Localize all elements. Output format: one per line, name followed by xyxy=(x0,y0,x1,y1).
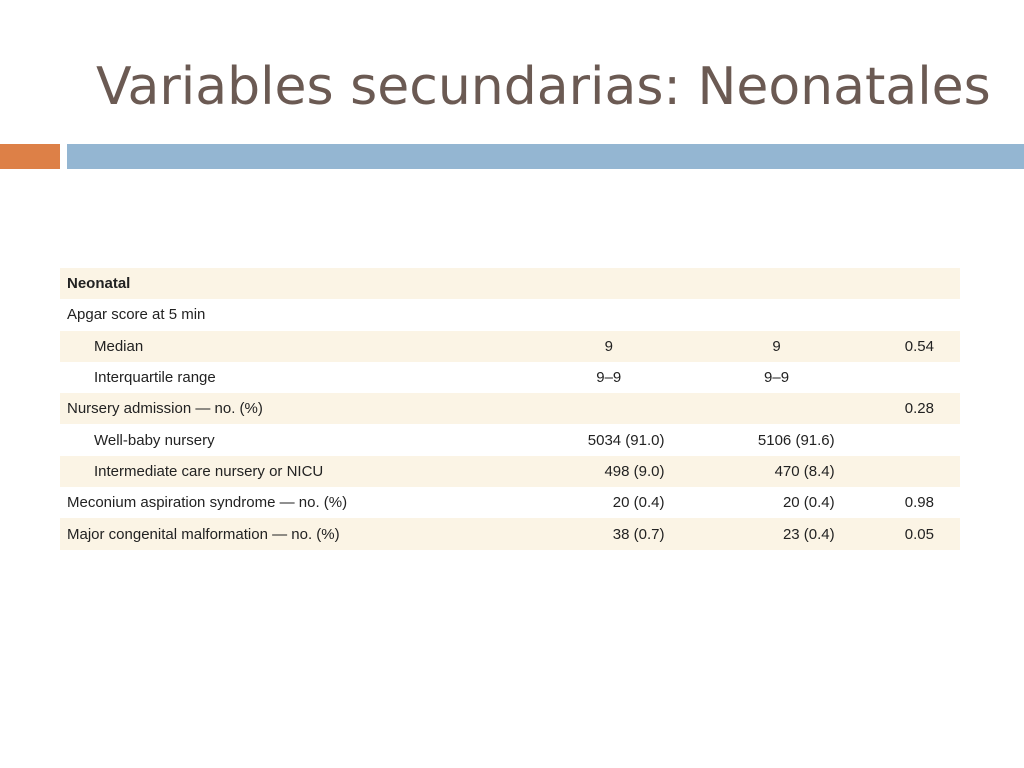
p-value: 0.28 xyxy=(863,393,960,424)
group2-value xyxy=(691,299,863,330)
row-label: Neonatal xyxy=(60,268,527,299)
p-value xyxy=(863,424,960,455)
p-value xyxy=(863,299,960,330)
table-row-apgar xyxy=(60,299,960,330)
group1-value xyxy=(527,268,691,299)
group2-value: 9 xyxy=(691,331,863,362)
group1-value: 9 xyxy=(527,331,691,362)
p-value: 0.05 xyxy=(863,518,960,549)
row-label: Major congenital malformation — no. (%) xyxy=(60,518,527,549)
p-value xyxy=(863,456,960,487)
group2-value: 20 (0.4) xyxy=(691,487,863,518)
p-value: 0.98 xyxy=(863,487,960,518)
group1-value: 498 (9.0) xyxy=(527,456,691,487)
table-row-well-baby xyxy=(60,424,960,455)
row-label: Nursery admission — no. (%) xyxy=(60,393,527,424)
p-value xyxy=(863,268,960,299)
table-row-interquartile xyxy=(60,362,960,393)
group2-value: 470 (8.4) xyxy=(691,456,863,487)
accent-bar-orange xyxy=(0,144,60,169)
table-row-meconium xyxy=(60,487,960,518)
table-row-median xyxy=(60,331,960,362)
table-row-neonatal-header xyxy=(60,268,960,299)
p-value xyxy=(863,362,960,393)
table-row-intermediate-care xyxy=(60,456,960,487)
row-label: Median xyxy=(60,331,527,362)
table-row-nursery-admission xyxy=(60,393,960,424)
table-row-malformation xyxy=(60,518,960,549)
group1-value xyxy=(527,393,691,424)
row-label: Intermediate care nursery or NICU xyxy=(60,456,527,487)
group2-value: 23 (0.4) xyxy=(691,518,863,549)
group1-value: 38 (0.7) xyxy=(527,518,691,549)
group2-value: 5106 (91.6) xyxy=(691,424,863,455)
row-label: Well-baby nursery xyxy=(60,424,527,455)
group1-value: 5034 (91.0) xyxy=(527,424,691,455)
group2-value xyxy=(691,268,863,299)
neonatal-table xyxy=(60,268,960,550)
row-label: Interquartile range xyxy=(60,362,527,393)
group1-value: 9–9 xyxy=(527,362,691,393)
row-label: Apgar score at 5 min xyxy=(60,299,527,330)
group2-value: 9–9 xyxy=(691,362,863,393)
group1-value: 20 (0.4) xyxy=(527,487,691,518)
p-value: 0.54 xyxy=(863,331,960,362)
group2-value xyxy=(691,393,863,424)
group1-value xyxy=(527,299,691,330)
row-label: Meconium aspiration syndrome — no. (%) xyxy=(60,487,527,518)
accent-bar-blue xyxy=(67,144,1024,169)
slide-title: Variables secundarias: Neonatales xyxy=(96,57,991,117)
